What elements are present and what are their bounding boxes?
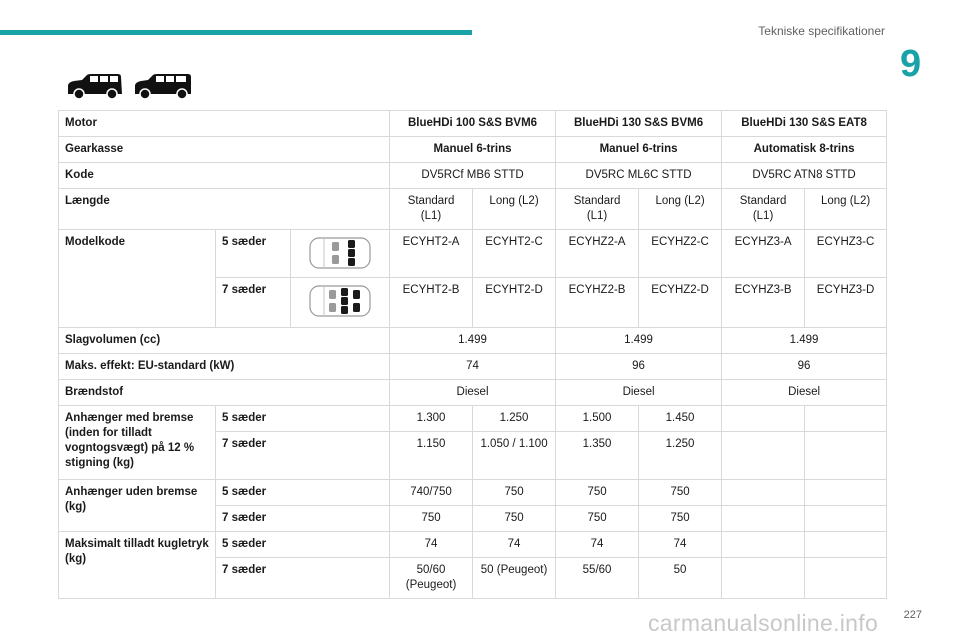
effekt-label: Maks. effekt: EU-standard (kW): [59, 354, 390, 380]
kugletryk-5-value: 74: [390, 532, 473, 558]
gearkasse-label: Gearkasse: [59, 137, 390, 163]
empty-cell: [722, 480, 805, 506]
seat-layout-7-cell: [291, 278, 390, 328]
kugletryk-7-value: 50/60 (Peugeot): [390, 558, 473, 599]
modelkode-5-value: ECYHT2-A: [390, 230, 473, 278]
watermark: carmanualsonline.info: [648, 610, 879, 636]
kugletryk-5-value: 74: [473, 532, 556, 558]
braendstof-value: Diesel: [390, 380, 556, 406]
effekt-value: 96: [722, 354, 887, 380]
anh-uden-seats7-label: 7 sæder: [216, 506, 390, 532]
empty-cell: [805, 432, 887, 480]
laengde-value: Long (L2): [805, 189, 887, 230]
modelkode-5-value: ECYHZ3-C: [805, 230, 887, 278]
braendstof-value: Diesel: [722, 380, 887, 406]
row-effekt: [59, 354, 887, 380]
slagvolumen-value: 1.499: [390, 328, 556, 354]
slagvolumen-label: Slagvolumen (cc): [59, 328, 390, 354]
page-number: 227: [903, 609, 922, 621]
row-anh-uden-5: [59, 480, 887, 506]
empty-cell: [722, 406, 805, 432]
section-title: Tekniske specifikationer: [758, 24, 885, 38]
kugletryk-5-value: 74: [556, 532, 639, 558]
anh-med-seats5-label: 5 sæder: [216, 406, 390, 432]
col-header-2: BlueHDi 130 S&S BVM6: [556, 111, 722, 137]
braendstof-label: Brændstof: [59, 380, 390, 406]
kugletryk-seats7-label: 7 sæder: [216, 558, 390, 599]
kode-value: DV5RCf MB6 STTD: [390, 163, 556, 189]
slagvolumen-value: 1.499: [556, 328, 722, 354]
anh-med-7-value: 1.250: [639, 432, 722, 480]
col-header-3: BlueHDi 130 S&S EAT8: [722, 111, 887, 137]
row-laengde: [59, 189, 887, 230]
anh-uden-7-value: 750: [556, 506, 639, 532]
van-standard-icon: [66, 72, 124, 100]
laengde-value: Standard (L1): [390, 189, 473, 230]
modelkode-seats5-label: 5 sæder: [216, 230, 291, 278]
kugletryk-7-value: 50: [639, 558, 722, 599]
laengde-value: Standard (L1): [722, 189, 805, 230]
anh-med-seats7-label: 7 sæder: [216, 432, 390, 480]
vehicle-icons: [66, 72, 192, 100]
row-kode: [59, 163, 887, 189]
anh-med-5-value: 1.450: [639, 406, 722, 432]
kugletryk-label: Maksimalt tilladt kugletryk (kg): [59, 532, 216, 599]
laengde-label: Længde: [59, 189, 390, 230]
anh-med-label: Anhænger med bremse (inden for tilladt vogntogsvægt) på 12 % stigning (kg): [59, 406, 216, 480]
empty-cell: [805, 532, 887, 558]
header-accent-bar: [0, 30, 472, 35]
empty-cell: [722, 506, 805, 532]
anh-uden-5-value: 750: [639, 480, 722, 506]
empty-cell: [805, 480, 887, 506]
kugletryk-7-value: 55/60: [556, 558, 639, 599]
laengde-value: Long (L2): [473, 189, 556, 230]
anh-uden-5-value: 750: [556, 480, 639, 506]
anh-med-5-value: 1.250: [473, 406, 556, 432]
effekt-value: 96: [556, 354, 722, 380]
modelkode-7-value: ECYHZ3-D: [805, 278, 887, 328]
gearkasse-value: Manuel 6-trins: [390, 137, 556, 163]
anh-uden-7-value: 750: [390, 506, 473, 532]
col-header-1: BlueHDi 100 S&S BVM6: [390, 111, 556, 137]
anh-uden-7-value: 750: [473, 506, 556, 532]
modelkode-5-value: ECYHZ2-C: [639, 230, 722, 278]
gearkasse-value: Manuel 6-trins: [556, 137, 722, 163]
anh-uden-label: Anhænger uden bremse (kg): [59, 480, 216, 532]
anh-med-7-value: 1.350: [556, 432, 639, 480]
seat-layout-5-icon: [308, 235, 372, 271]
modelkode-7-value: ECYHZ2-B: [556, 278, 639, 328]
anh-med-5-value: 1.300: [390, 406, 473, 432]
empty-cell: [805, 558, 887, 599]
modelkode-label: Modelkode: [59, 230, 216, 328]
anh-uden-5-value: 740/750: [390, 480, 473, 506]
spec-table: [58, 110, 887, 599]
row-motor: [59, 111, 887, 137]
kode-label: Kode: [59, 163, 390, 189]
laengde-value: Long (L2): [639, 189, 722, 230]
empty-cell: [722, 558, 805, 599]
chapter-number: 9: [900, 43, 922, 85]
seat-layout-7-icon: [308, 283, 372, 319]
modelkode-7-value: ECYHZ3-B: [722, 278, 805, 328]
van-long-icon: [134, 72, 192, 100]
row-slagvolumen: [59, 328, 887, 354]
row-braendstof: [59, 380, 887, 406]
kode-value: DV5RC ATN8 STTD: [722, 163, 887, 189]
row-kugletryk-5: [59, 532, 887, 558]
slagvolumen-value: 1.499: [722, 328, 887, 354]
laengde-value: Standard (L1): [556, 189, 639, 230]
kugletryk-seats5-label: 5 sæder: [216, 532, 390, 558]
row-anh-med-5: [59, 406, 887, 432]
modelkode-5-value: ECYHZ3-A: [722, 230, 805, 278]
row-modelkode-5: [59, 230, 887, 278]
kugletryk-7-value: 50 (Peugeot): [473, 558, 556, 599]
anh-med-5-value: 1.500: [556, 406, 639, 432]
empty-cell: [805, 406, 887, 432]
anh-uden-5-value: 750: [473, 480, 556, 506]
gearkasse-value: Automatisk 8-trins: [722, 137, 887, 163]
kugletryk-5-value: 74: [639, 532, 722, 558]
anh-uden-7-value: 750: [639, 506, 722, 532]
anh-med-7-value: 1.050 / 1.100: [473, 432, 556, 480]
braendstof-value: Diesel: [556, 380, 722, 406]
anh-med-7-value: 1.150: [390, 432, 473, 480]
empty-cell: [722, 532, 805, 558]
modelkode-seats7-label: 7 sæder: [216, 278, 291, 328]
modelkode-7-value: ECYHZ2-D: [639, 278, 722, 328]
modelkode-5-value: ECYHZ2-A: [556, 230, 639, 278]
modelkode-7-value: ECYHT2-B: [390, 278, 473, 328]
motor-label: Motor: [59, 111, 390, 137]
modelkode-7-value: ECYHT2-D: [473, 278, 556, 328]
empty-cell: [805, 506, 887, 532]
modelkode-5-value: ECYHT2-C: [473, 230, 556, 278]
seat-layout-5-cell: [291, 230, 390, 278]
kode-value: DV5RC ML6C STTD: [556, 163, 722, 189]
effekt-value: 74: [390, 354, 556, 380]
empty-cell: [722, 432, 805, 480]
anh-uden-seats5-label: 5 sæder: [216, 480, 390, 506]
row-gearkasse: [59, 137, 887, 163]
